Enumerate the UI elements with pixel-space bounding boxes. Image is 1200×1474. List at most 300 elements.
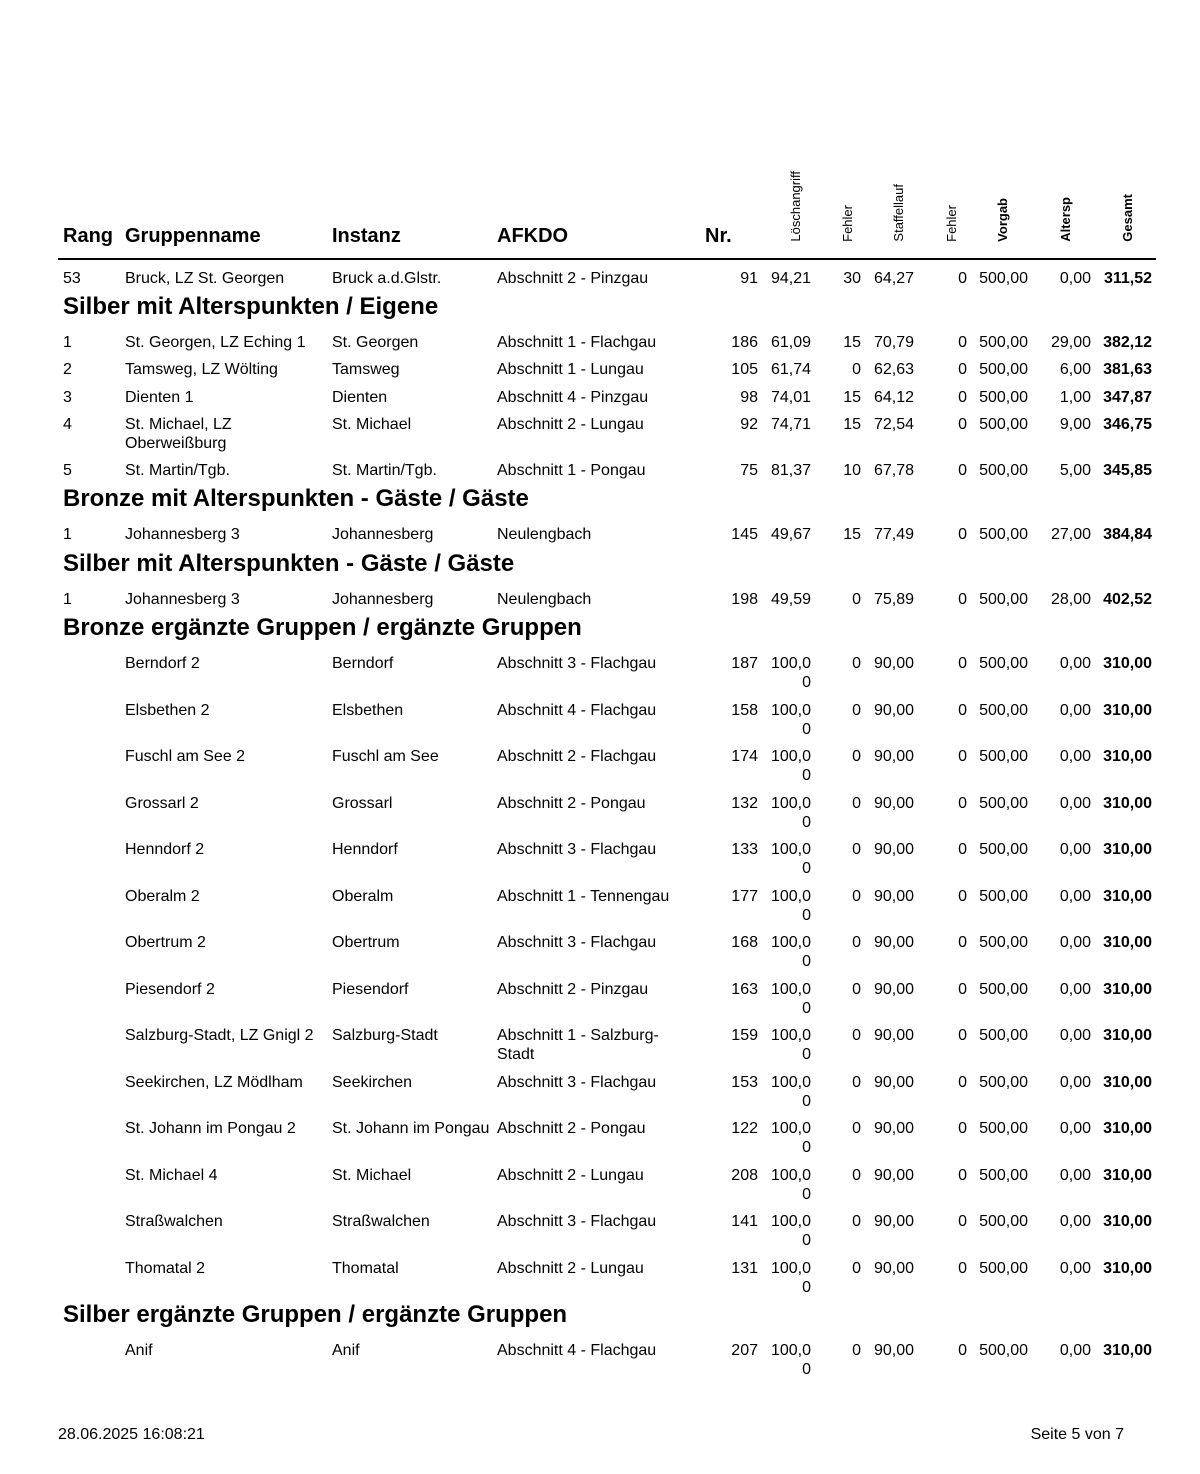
afkdo-cell: Abschnitt 3 - Flachgau	[497, 1073, 657, 1091]
fehler-1-cell: 0	[852, 591, 861, 608]
footer-timestamp: 28.06.2025 16:08:21	[58, 1426, 205, 1443]
fehler-2-cell: 0	[958, 934, 967, 951]
fehler-1-cell: 0	[852, 1073, 861, 1091]
header-fehler-1: Fehler	[840, 205, 855, 242]
nr-cell: 75	[740, 462, 758, 479]
table-row	[0, 1252, 1200, 1299]
gesamt-cell: 384,84	[1103, 526, 1152, 543]
altersp-cell: 0,00	[1059, 1166, 1091, 1184]
fehler-1-cell: 0	[852, 1027, 861, 1044]
gruppenname-cell: St. Georgen, LZ Eching 1	[125, 334, 306, 351]
table-row	[0, 1066, 1200, 1113]
gesamt-cell: 345,85	[1103, 462, 1152, 479]
altersp-cell: 9,00	[1059, 416, 1091, 433]
nr-cell: 198	[731, 591, 758, 608]
gesamt-cell: 382,12	[1103, 334, 1152, 351]
vorgab-cell: 500,00	[979, 416, 1028, 433]
fehler-2-cell: 0	[958, 1213, 967, 1230]
staffellauf-cell: 90,00	[873, 748, 914, 765]
altersp-cell: 0,00	[1059, 1120, 1091, 1137]
instanz-cell: Johannesberg	[332, 591, 434, 608]
gruppenname-cell: Grossarl 2	[125, 794, 199, 812]
afkdo-cell: Abschnitt 2 - Pongau	[497, 794, 646, 812]
loeschangriff-cell: 100,00	[770, 1166, 811, 1203]
header-afkdo: AFKDO	[497, 225, 569, 247]
afkdo-cell: Abschnitt 1 - Flachgau	[497, 334, 657, 351]
fehler-2-cell: 0	[958, 462, 967, 479]
fehler-2-cell: 0	[958, 1073, 967, 1091]
instanz-cell: Grossarl	[332, 794, 393, 812]
fehler-1-cell: 0	[852, 701, 861, 719]
staffellauf-cell: 90,00	[873, 1166, 914, 1184]
staffellauf-cell: 72,54	[873, 416, 914, 433]
gesamt-cell: 310,00	[1103, 841, 1152, 858]
loeschangriff-cell: 94,21	[770, 270, 811, 287]
gruppenname-cell: Henndorf 2	[125, 841, 205, 858]
gesamt-cell: 310,00	[1103, 1027, 1152, 1044]
table-row	[0, 381, 1200, 408]
fehler-2-cell: 0	[958, 270, 967, 287]
fehler-2-cell: 0	[958, 655, 967, 672]
vorgab-cell: 500,00	[979, 701, 1028, 719]
gesamt-cell: 310,00	[1103, 701, 1152, 719]
instanz-cell: St. Martin/Tgb.	[332, 462, 437, 479]
instanz-cell: Salzburg-Stadt	[332, 1027, 438, 1044]
nr-cell: 186	[731, 334, 758, 351]
vorgab-cell: 500,00	[979, 794, 1028, 812]
header-gruppenname: Gruppenname	[125, 225, 261, 247]
rang-cell: 1	[63, 526, 72, 543]
fehler-2-cell: 0	[958, 701, 967, 719]
instanz-cell: Dienten	[332, 389, 388, 406]
table-row	[0, 1112, 1200, 1159]
vorgab-cell: 500,00	[979, 748, 1028, 765]
nr-cell: 92	[740, 416, 758, 433]
table-row	[0, 1205, 1200, 1252]
header-vorgab: Vorgab	[995, 198, 1010, 242]
fehler-2-cell: 0	[958, 1027, 967, 1044]
staffellauf-cell: 75,89	[873, 591, 914, 608]
rang-cell: 3	[63, 389, 72, 406]
afkdo-cell: Abschnitt 3 - Flachgau	[497, 934, 657, 951]
gruppenname-cell: Oberalm 2	[125, 887, 200, 905]
fehler-1-cell: 0	[852, 934, 861, 951]
loeschangriff-cell: 100,00	[770, 1259, 811, 1296]
gruppenname-cell: Obertrum 2	[125, 934, 206, 951]
rang-cell: 53	[63, 270, 81, 287]
section-heading	[0, 611, 1200, 647]
staffellauf-cell: 77,49	[873, 526, 914, 543]
section-heading	[0, 290, 1200, 326]
rang-cell: 4	[63, 416, 72, 433]
fehler-1-cell: 0	[852, 1259, 861, 1277]
section-title: Silber mit Alterspunkten - Gäste / Gäste	[63, 550, 515, 577]
loeschangriff-cell: 100,00	[770, 841, 811, 877]
table-row	[0, 926, 1200, 973]
gesamt-cell: 310,00	[1103, 1259, 1152, 1277]
loeschangriff-cell: 100,00	[770, 794, 811, 831]
loeschangriff-cell: 100,00	[770, 934, 811, 970]
altersp-cell: 0,00	[1059, 980, 1091, 998]
instanz-cell: St. Michael	[332, 416, 412, 433]
gesamt-cell: 310,00	[1103, 748, 1152, 765]
table-row	[0, 518, 1200, 547]
vorgab-cell: 500,00	[979, 1027, 1028, 1044]
altersp-cell: 0,00	[1059, 1027, 1091, 1044]
altersp-cell: 5,00	[1059, 462, 1091, 479]
table-row	[0, 973, 1200, 1020]
instanz-cell: Seekirchen	[332, 1073, 413, 1091]
afkdo-cell: Neulengbach	[497, 526, 592, 543]
altersp-cell: 0,00	[1059, 1213, 1091, 1230]
vorgab-cell: 500,00	[979, 462, 1028, 479]
section-heading	[0, 1298, 1200, 1334]
header-altersp: Altersp	[1058, 197, 1073, 242]
loeschangriff-cell: 100,00	[770, 701, 811, 738]
gruppenname-cell: Bruck, LZ St. Georgen	[125, 270, 285, 287]
instanz-cell: Obertrum	[332, 934, 400, 951]
fehler-1-cell: 15	[843, 334, 861, 351]
gesamt-cell: 310,00	[1103, 655, 1152, 672]
gesamt-cell: 310,00	[1103, 1342, 1152, 1359]
nr-cell: 168	[731, 934, 758, 951]
altersp-cell: 0,00	[1059, 934, 1091, 951]
staffellauf-cell: 90,00	[873, 1027, 914, 1044]
gruppenname-cell: St. Michael, LZ Oberweißburg	[125, 416, 232, 452]
fehler-1-cell: 0	[852, 1120, 861, 1137]
loeschangriff-cell: 100,00	[770, 1342, 811, 1378]
altersp-cell: 0,00	[1059, 1073, 1091, 1091]
nr-cell: 208	[731, 1166, 758, 1184]
afkdo-cell: Abschnitt 2 - Pinzgau	[497, 270, 649, 287]
vorgab-cell: 500,00	[979, 389, 1028, 406]
table-row	[0, 583, 1200, 611]
fehler-1-cell: 0	[852, 1342, 861, 1359]
gesamt-cell: 311,52	[1103, 270, 1152, 287]
fehler-2-cell: 0	[958, 389, 967, 406]
staffellauf-cell: 64,27	[873, 270, 914, 287]
results-table	[0, 262, 1200, 1381]
fehler-2-cell: 0	[958, 591, 967, 608]
staffellauf-cell: 90,00	[873, 841, 914, 858]
nr-cell: 207	[731, 1342, 758, 1359]
altersp-cell: 27,00	[1050, 526, 1091, 543]
section-heading	[0, 482, 1200, 518]
staffellauf-cell: 90,00	[873, 1213, 914, 1230]
fehler-2-cell: 0	[958, 887, 967, 905]
table-row	[0, 787, 1200, 834]
vorgab-cell: 500,00	[979, 934, 1028, 951]
rang-cell: 5	[63, 462, 72, 479]
staffellauf-cell: 67,78	[873, 462, 914, 479]
gesamt-cell: 402,52	[1103, 591, 1152, 608]
gruppenname-cell: Dienten 1	[125, 389, 194, 406]
staffellauf-cell: 90,00	[873, 980, 914, 998]
afkdo-cell: Abschnitt 1 - Pongau	[497, 462, 646, 479]
nr-cell: 132	[731, 794, 758, 812]
altersp-cell: 29,00	[1050, 334, 1091, 351]
gruppenname-cell: Berndorf 2	[125, 655, 200, 672]
footer-page-number: Seite 5 von 7	[1030, 1426, 1124, 1443]
staffellauf-cell: 90,00	[873, 1259, 914, 1277]
loeschangriff-cell: 61,74	[770, 361, 811, 378]
fehler-2-cell: 0	[958, 1166, 967, 1184]
table-row	[0, 408, 1200, 454]
staffellauf-cell: 90,00	[873, 1342, 914, 1359]
loeschangriff-cell: 74,01	[770, 389, 811, 406]
altersp-cell: 0,00	[1059, 1342, 1091, 1359]
fehler-2-cell: 0	[958, 416, 967, 433]
gruppenname-cell: St. Johann im Pongau 2	[125, 1120, 296, 1137]
loeschangriff-cell: 49,67	[770, 526, 811, 543]
header-rule	[58, 258, 1156, 260]
instanz-cell: Bruck a.d.Glstr.	[332, 270, 442, 287]
table-row	[0, 353, 1200, 381]
afkdo-cell: Abschnitt 1 - Lungau	[497, 361, 644, 378]
staffellauf-cell: 90,00	[873, 934, 914, 951]
section-title: Bronze mit Alterspunkten - Gäste / Gäste	[63, 485, 529, 512]
fehler-1-cell: 15	[843, 416, 861, 433]
fehler-1-cell: 0	[852, 748, 861, 765]
staffellauf-cell: 90,00	[873, 655, 914, 672]
altersp-cell: 28,00	[1050, 591, 1091, 608]
gruppenname-cell: Tamsweg, LZ Wölting	[125, 361, 278, 378]
vorgab-cell: 500,00	[979, 526, 1028, 543]
gruppenname-cell: Seekirchen, LZ Mödlham	[125, 1073, 303, 1091]
table-row	[0, 740, 1200, 787]
vorgab-cell: 500,00	[979, 887, 1028, 905]
afkdo-cell: Abschnitt 4 - Flachgau	[497, 701, 657, 719]
instanz-cell: Fuschl am See	[332, 748, 439, 765]
afkdo-cell: Abschnitt 1 - Tennengau	[497, 887, 670, 905]
afkdo-cell: Neulengbach	[497, 591, 592, 608]
table-row	[0, 454, 1200, 482]
gruppenname-cell: Johannesberg 3	[125, 591, 240, 608]
gesamt-cell: 381,63	[1103, 361, 1152, 378]
vorgab-cell: 500,00	[979, 361, 1028, 378]
fehler-1-cell: 0	[852, 794, 861, 812]
section-title: Silber ergänzte Gruppen / ergänzte Gruppen	[63, 1301, 568, 1328]
vorgab-cell: 500,00	[979, 270, 1028, 287]
table-row	[0, 694, 1200, 741]
fehler-2-cell: 0	[958, 1120, 967, 1137]
staffellauf-cell: 62,63	[873, 361, 914, 378]
gruppenname-cell: Johannesberg 3	[125, 526, 240, 543]
altersp-cell: 0,00	[1059, 748, 1091, 765]
loeschangriff-cell: 100,00	[770, 1120, 811, 1156]
instanz-cell: St. Georgen	[332, 334, 419, 351]
fehler-2-cell: 0	[958, 794, 967, 812]
fehler-2-cell: 0	[958, 334, 967, 351]
fehler-1-cell: 0	[852, 361, 861, 378]
afkdo-cell: Abschnitt 4 - Flachgau	[497, 1342, 657, 1359]
instanz-cell: Piesendorf	[332, 980, 409, 998]
gesamt-cell: 310,00	[1103, 1213, 1152, 1230]
afkdo-cell: Abschnitt 2 - Lungau	[497, 416, 644, 433]
instanz-cell: Thomatal	[332, 1259, 399, 1277]
loeschangriff-cell: 100,00	[770, 1027, 811, 1063]
header-staffellauf: Staffellauf	[891, 184, 906, 242]
afkdo-cell: Abschnitt 2 - Lungau	[497, 1259, 644, 1277]
loeschangriff-cell: 100,00	[770, 1213, 811, 1249]
fehler-1-cell: 0	[852, 841, 861, 858]
afkdo-cell: Abschnitt 1 - Salzburg-Stadt	[497, 1027, 659, 1063]
gesamt-cell: 347,87	[1103, 389, 1152, 406]
altersp-cell: 0,00	[1059, 655, 1091, 672]
fehler-2-cell: 0	[958, 1342, 967, 1359]
gruppenname-cell: St. Martin/Tgb.	[125, 462, 230, 479]
loeschangriff-cell: 100,00	[770, 1073, 811, 1110]
table-row	[0, 1159, 1200, 1206]
instanz-cell: Elsbethen	[332, 701, 404, 719]
section-title: Bronze ergänzte Gruppen / ergänzte Gruppen	[63, 614, 582, 641]
nr-cell: 159	[731, 1027, 758, 1044]
gesamt-cell: 310,00	[1103, 980, 1152, 998]
gesamt-cell: 310,00	[1103, 934, 1152, 951]
afkdo-cell: Abschnitt 2 - Lungau	[497, 1166, 644, 1184]
loeschangriff-cell: 100,00	[770, 655, 811, 691]
nr-cell: 105	[731, 361, 758, 378]
vorgab-cell: 500,00	[979, 591, 1028, 608]
gruppenname-cell: Anif	[125, 1342, 153, 1359]
loeschangriff-cell: 100,00	[770, 980, 811, 1017]
vorgab-cell: 500,00	[979, 655, 1028, 672]
afkdo-cell: Abschnitt 3 - Flachgau	[497, 841, 657, 858]
vorgab-cell: 500,00	[979, 1073, 1028, 1091]
fehler-1-cell: 0	[852, 1213, 861, 1230]
altersp-cell: 0,00	[1059, 887, 1091, 905]
fehler-1-cell: 15	[843, 526, 861, 543]
fehler-1-cell: 0	[852, 980, 861, 998]
staffellauf-cell: 90,00	[873, 887, 914, 905]
nr-cell: 141	[731, 1213, 758, 1230]
staffellauf-cell: 64,12	[873, 389, 914, 406]
vorgab-cell: 500,00	[979, 980, 1028, 998]
instanz-cell: St. Johann im Pongau	[332, 1120, 490, 1137]
gruppenname-cell: Thomatal 2	[125, 1259, 206, 1277]
staffellauf-cell: 90,00	[873, 1120, 914, 1137]
gesamt-cell: 310,00	[1103, 1120, 1152, 1137]
header-loeschangriff: Löschangriff	[788, 171, 803, 242]
loeschangriff-cell: 49,59	[770, 591, 811, 608]
fehler-2-cell: 0	[958, 841, 967, 858]
nr-cell: 98	[740, 389, 758, 406]
nr-cell: 177	[731, 887, 758, 905]
gesamt-cell: 310,00	[1103, 1073, 1152, 1091]
altersp-cell: 6,00	[1059, 361, 1091, 378]
nr-cell: 163	[731, 980, 758, 998]
afkdo-cell: Abschnitt 4 - Pinzgau	[497, 389, 649, 406]
table-row	[0, 880, 1200, 927]
header-fehler-2: Fehler	[944, 205, 959, 242]
afkdo-cell: Abschnitt 3 - Flachgau	[497, 655, 657, 672]
loeschangriff-cell: 100,00	[770, 887, 811, 924]
altersp-cell: 1,00	[1059, 389, 1091, 406]
gruppenname-cell: Piesendorf 2	[125, 980, 215, 998]
gruppenname-cell: Elsbethen 2	[125, 701, 210, 719]
loeschangriff-cell: 81,37	[770, 462, 811, 479]
gesamt-cell: 346,75	[1103, 416, 1152, 433]
afkdo-cell: Abschnitt 3 - Flachgau	[497, 1213, 657, 1230]
nr-cell: 122	[731, 1120, 758, 1137]
instanz-cell: Oberalm	[332, 887, 394, 905]
altersp-cell: 0,00	[1059, 1259, 1091, 1277]
section-heading	[0, 547, 1200, 583]
staffellauf-cell: 90,00	[873, 794, 914, 812]
instanz-cell: St. Michael	[332, 1166, 412, 1184]
nr-cell: 158	[731, 701, 758, 719]
instanz-cell: Anif	[332, 1342, 360, 1359]
fehler-1-cell: 0	[852, 887, 861, 905]
fehler-1-cell: 10	[843, 462, 861, 479]
rang-cell: 2	[63, 361, 72, 378]
instanz-cell: Henndorf	[332, 841, 398, 858]
staffellauf-cell: 90,00	[873, 701, 914, 719]
gesamt-cell: 310,00	[1103, 1166, 1152, 1184]
vorgab-cell: 500,00	[979, 1213, 1028, 1230]
table-row	[0, 833, 1200, 880]
table-row	[0, 262, 1200, 290]
header-instanz: Instanz	[332, 225, 401, 247]
gruppenname-cell: Salzburg-Stadt, LZ Gnigl 2	[125, 1027, 314, 1044]
gruppenname-cell: Straßwalchen	[125, 1213, 223, 1230]
afkdo-cell: Abschnitt 2 - Pongau	[497, 1120, 646, 1137]
loeschangriff-cell: 74,71	[770, 416, 811, 433]
loeschangriff-cell: 61,09	[770, 334, 811, 351]
altersp-cell: 0,00	[1059, 841, 1091, 858]
nr-cell: 153	[731, 1073, 758, 1091]
loeschangriff-cell: 100,00	[770, 748, 811, 784]
fehler-2-cell: 0	[958, 361, 967, 378]
vorgab-cell: 500,00	[979, 334, 1028, 351]
fehler-2-cell: 0	[958, 980, 967, 998]
table-row	[0, 1019, 1200, 1066]
nr-cell: 145	[731, 526, 758, 543]
gesamt-cell: 310,00	[1103, 887, 1152, 905]
fehler-1-cell: 30	[843, 270, 861, 287]
fehler-2-cell: 0	[958, 1259, 967, 1277]
table-row	[0, 326, 1200, 353]
instanz-cell: Tamsweg	[332, 361, 400, 378]
rang-cell: 1	[63, 334, 72, 351]
afkdo-cell: Abschnitt 2 - Pinzgau	[497, 980, 649, 998]
fehler-1-cell: 0	[852, 1166, 861, 1184]
altersp-cell: 0,00	[1059, 701, 1091, 719]
altersp-cell: 0,00	[1059, 794, 1091, 812]
header-nr: Nr.	[705, 225, 732, 247]
nr-cell: 187	[731, 655, 758, 672]
vorgab-cell: 500,00	[979, 1120, 1028, 1137]
fehler-1-cell: 15	[843, 389, 861, 406]
vorgab-cell: 500,00	[979, 1166, 1028, 1184]
gruppenname-cell: Fuschl am See 2	[125, 748, 246, 765]
nr-cell: 174	[731, 748, 758, 765]
nr-cell: 133	[731, 841, 758, 858]
gruppenname-cell: St. Michael 4	[125, 1166, 218, 1184]
vorgab-cell: 500,00	[979, 841, 1028, 858]
fehler-2-cell: 0	[958, 526, 967, 543]
table-row	[0, 647, 1200, 694]
nr-cell: 91	[740, 270, 758, 287]
staffellauf-cell: 70,79	[873, 334, 914, 351]
nr-cell: 131	[731, 1259, 758, 1277]
section-title: Silber mit Alterspunkten / Eigene	[63, 293, 439, 320]
vorgab-cell: 500,00	[979, 1259, 1028, 1277]
header-rang: Rang	[63, 225, 113, 247]
rang-cell: 1	[63, 591, 72, 608]
altersp-cell: 0,00	[1059, 270, 1091, 287]
header-gesamt: Gesamt	[1120, 194, 1135, 242]
